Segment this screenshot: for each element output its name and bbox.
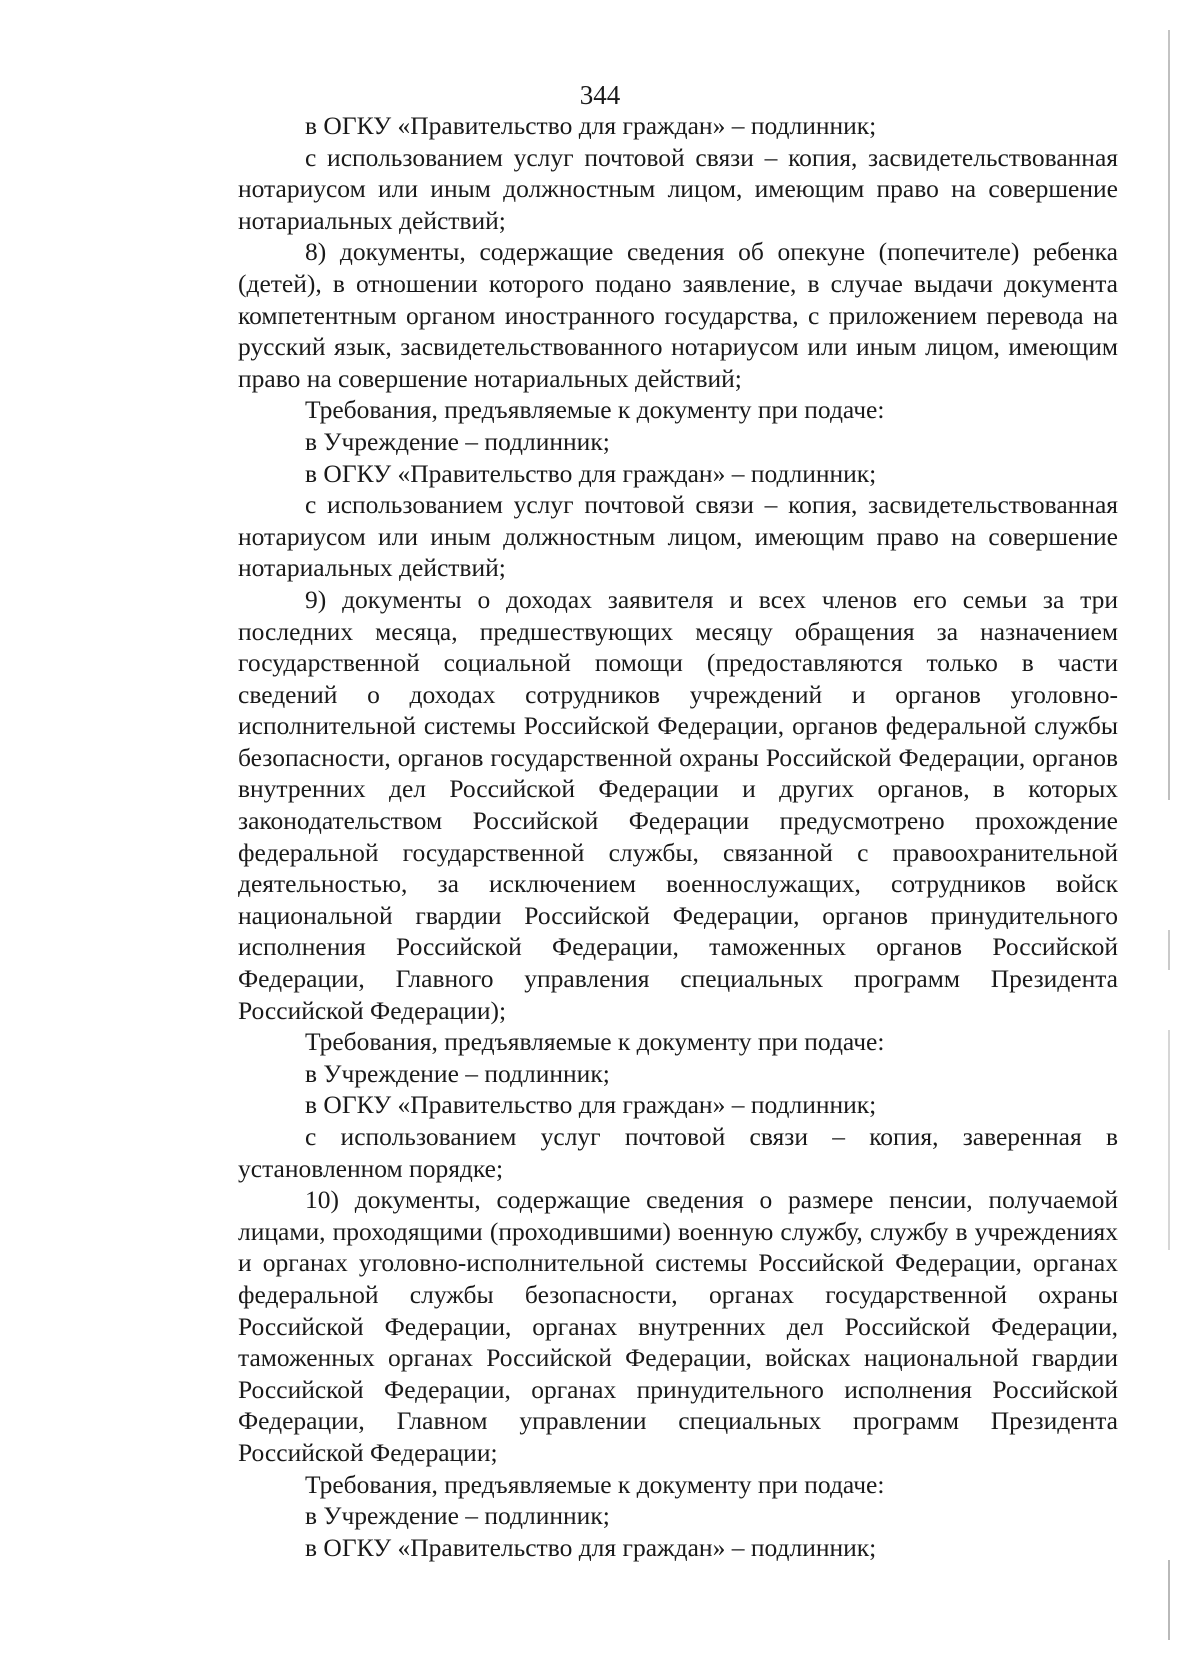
paragraph-institution-original-3: в Учреждение – подлинник; <box>305 1501 610 1531</box>
paragraph-ogku-original-1: в ОГКУ «Правительство для граждан» – подлинник; <box>305 111 877 140</box>
paragraph-postal-copy-3: с использованием услуг почтовой связи – копия, заверенная в установленном порядке; <box>238 1122 1118 1183</box>
paragraph-requirements-2: Требования, предъявляемые к документу при подаче: <box>305 1027 885 1057</box>
scan-edge-mark <box>1168 930 1170 970</box>
paragraph-requirements-1: Требования, предъявляемые к документу при подаче: <box>305 395 885 425</box>
scan-edge-mark <box>1168 1030 1170 1250</box>
paragraph-ogku-original-2: в ОГКУ «Правительство для граждан» – подлинник; <box>305 458 877 488</box>
paragraph-institution-original-2: в Учреждение – подлинник; <box>305 1058 610 1088</box>
page-number: 344 <box>579 80 621 110</box>
paragraph-requirements-3: Требования, предъявляемые к документу при подаче: <box>305 1469 885 1499</box>
document-body <box>238 110 1118 1563</box>
scan-edge-mark <box>1168 60 1170 800</box>
paragraph-ogku-original-4: в ОГКУ «Правительство для граждан» – подлинник; <box>305 1532 877 1562</box>
paragraph-institution-original-1: в Учреждение – подлинник; <box>305 426 610 456</box>
paragraph-ogku-original-3: в ОГКУ «Правительство для граждан» – подлинник; <box>305 1090 877 1120</box>
paragraph-item-10: 10) документы, содержащие сведения о размере пенсии, получаемой лицами, проходящими (проходившими) военную службу, службу в учреждениях и органах уголовно-исполнительной системы Российской Федерации, органах федеральной службы безопасности, органах государственной охраны Российской Федерации, органах внутренних дел Российской Федерации, таможенных органах Российской Федерации, войсках национальной гвардии Российской Федерации, органах принудительного исполнения Российской Федерации, Главном управлении специальных программ Президента Российской Федерации; <box>238 1185 1118 1467</box>
paragraph-item-9: 9) документы о доходах заявителя и всех членов его семьи за три последних месяца, предшествующих месяцу обращения за назначением государственной социальной помощи (предоставляются только в части сведений о доходах сотрудников учреждений и органов уголовно-исполнительной системы Российской Федерации, органов федеральной службы безопасности, органов государственной охраны Российской Федерации, органов внутренних дел Российской Федерации и других органов, в которых законодательством Российской Федерации предусмотрено прохождение федеральной государственной службы, связанной с правоохранительной деятельностью, за исключением военнослужащих, сотрудников войск национальной гвардии Российской Федерации, органов принудительного исполнения Российской Федерации, таможенных органов Российской Федерации, Главного управления специальных программ Президента Российской Федерации); <box>238 584 1118 1025</box>
scan-edge-mark <box>1168 30 1170 60</box>
paragraph-postal-copy-2: с использованием услуг почтовой связи – копия, засвидетельствованная нотариусом или иным должностным лицом, имеющим право на совершение нотариальных действий; <box>238 490 1118 583</box>
paragraph-item-8: 8) документы, содержащие сведения об опекуне (попечителе) ребенка (детей), в отношении которого подано заявление, в случае выдачи документа компетентным органом иностранного государства, с приложением перевода на русский язык, засвидетельствованного нотариусом или иным лицом, имеющим право на совершение нотариальных действий; <box>238 237 1118 393</box>
scan-edge-mark <box>1168 1560 1170 1640</box>
paragraph-postal-copy-1: с использованием услуг почтовой связи – копия, засвидетельствованная нотариусом или иным должностным лицом, имеющим право на совершение нотариальных действий; <box>238 142 1118 235</box>
